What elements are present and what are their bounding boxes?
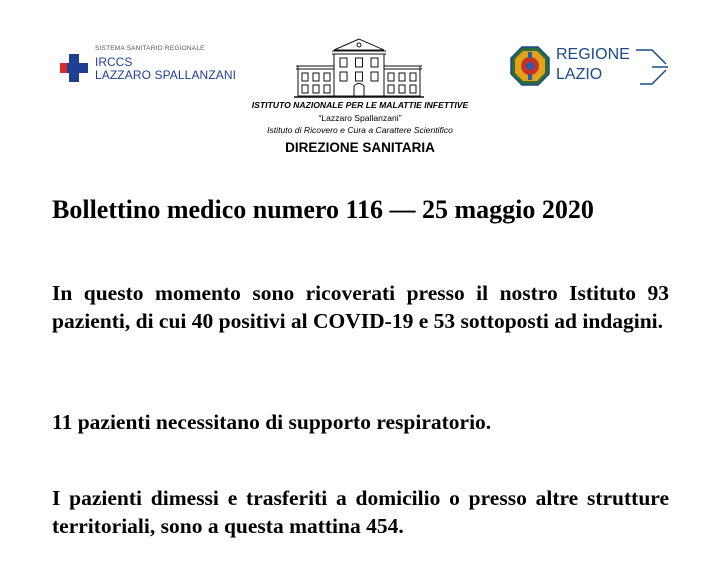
institute-building-icon [294, 36, 424, 100]
institute-type: Istituto di Ricovero e Cura a Carattere Scientifico [267, 125, 453, 135]
bulletin-title: Bollettino medico numero 116 — 25 maggio 2020 [52, 195, 594, 224]
institute-subtitle: “Lazzaro Spallanzani” [318, 113, 402, 123]
regional-health-system-label: SISTEMA SANITARIO REGIONALE [95, 45, 205, 52]
lazio-label: LAZIO [556, 66, 603, 83]
institute-name: ISTITUTO NAZIONALE PER LE MALATTIE INFETTIVE [251, 100, 469, 110]
medical-cross-icon [60, 54, 88, 82]
bulletin-paragraph-respiratory: 11 pazienti necessitano di supporto respiratorio. [52, 410, 492, 434]
regione-lazio-logo [510, 44, 670, 88]
regione-label: REGIONE [556, 46, 630, 63]
irccs-spallanzani-logo [60, 42, 250, 92]
bulletin-paragraph-hospitalized: In questo momento sono ricoverati presso il nostro Istituto 93 pazienti, di cui 40 positivi al COVID-19 e 53 sottoposti ad indagini. [52, 281, 669, 333]
spallanzani-label: LAZZARO SPALLANZANI [95, 68, 237, 82]
department-title: DIREZIONE SANITARIA [285, 140, 435, 155]
bulletin-paragraph-discharged: I pazienti dimessi e trasferiti a domicilio o presso altre strutture territoriali, sono a questa mattina 454. [52, 486, 669, 538]
regione-lazio-swoosh-icon [606, 48, 670, 86]
irccs-label: IRCCS [95, 55, 133, 69]
regione-lazio-emblem-icon [510, 46, 550, 86]
